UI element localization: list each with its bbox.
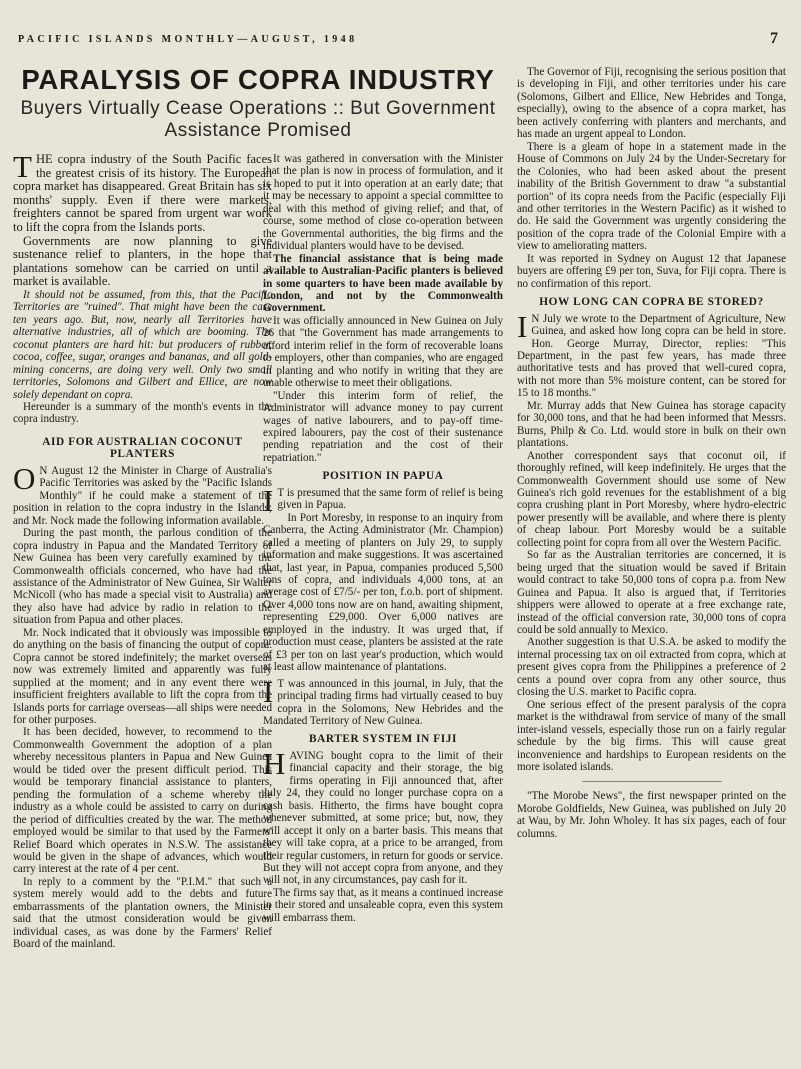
column-1 <box>13 149 272 951</box>
drop-cap: I <box>263 673 274 709</box>
intro-italic-paragraph: It should not be assumed, from this, that the Pacific Territories are "ruined". That might have been the case ten years ago. But, now, nearly all Territories have alternative industries, all of which are booming. The coconut planters are hard hit: but producers of rubber, cocoa, coffee, sugar, oranges and bananas, and all gold-mining concerns, are doing very well. Only two small territories, Solomons and Gilbert and Ellice, are now solely dependant on copra. <box>13 288 272 401</box>
divider <box>582 781 722 782</box>
intro-paragraph-2: Governments are now planning to give sustenance relief to planters, in the hope that plantations somehow can be carried on until a market is available. <box>13 233 272 289</box>
intro-summary: Hereunder is a summary of the month's events in the copra industry. <box>13 401 272 426</box>
page-number: 7 <box>770 30 778 47</box>
drop-cap: H <box>263 745 286 781</box>
section-heading-papua: POSITION IN PAPUA <box>322 470 444 483</box>
column-2 <box>263 153 503 924</box>
body-paragraph: It was reported in Sydney on August 12 that Japanese buyers are offering £9 per ton, Suva, for Fiji copra. There is no confirmation of this report. <box>517 252 786 290</box>
drop-cap: O <box>13 460 36 496</box>
column-3 <box>517 66 786 840</box>
body-paragraph: "Under this interim form of relief, the Administrator will advance money to pay current wages of native labourers, and to pay-off time-expired labourers, pay the cost of their sustenance pending repatriation and the cost of their repatriation." <box>263 389 503 464</box>
bold-paragraph: The financial assistance that is being made available to Australian-Pacific planters is believed in some quarters to have been made available by London, and not by the Commonwealth Government. <box>263 252 503 315</box>
body-paragraph: In reply to a comment by the "P.I.M." that such a system merely would add to the debts and future embarrassments of the plantation owners, the Minister said that the utmost consideration would be given individual cases, as was done by the Farmers' Relief Board of the mainland. <box>13 875 272 951</box>
body-paragraph: O N August 12 the Minister in Charge of Australia's Pacific Territories was asked by the "Pacific Islands Monthly" if he could make a statement of the position in relation to the copra industry in the Islands; and Mr. Nock made the following information available. <box>13 460 272 527</box>
drop-cap: T <box>13 149 32 184</box>
body-paragraph: There is a gleam of hope in a statement made in the House of Commons on July 24 by the Under-Secretary for the Colonies, who had been asked about the present inability of the British Government to draw "a substantial portion" of its copra needs from the Pacific (especially Fiji and other territories in the Western Pacific) as it wished to do. He said the Government was urgently considering the position of the copra trade of the Colonial Empire with a view to ameliorating matters. <box>517 140 786 253</box>
body-paragraph: It was gathered in conversation with the Minister that the plan is now in process of formulation, and it is hoped to put it into operation at an early date; that it may be necessary to appoint a special committee to deal with this method of giving relief; and that, of course, some method of close co-operation between the Governmental authorities, the big firms and the individual planters would have to be devised. <box>263 153 503 253</box>
section-heading-fiji: BARTER SYSTEM IN FIJI <box>308 733 458 746</box>
running-head: PACIFIC ISLANDS MONTHLY—AUGUST, 1948 <box>18 34 358 45</box>
intro-paragraph: THE copra industry of the South Pacific faces the greatest crisis of its history. The European copra market has disappeared. Great Britain has six months' supply. Even if there were markets, freighters cannot be spared from urgent war work to lift the copra from the Islands ports. <box>13 149 272 234</box>
body-paragraph: It was officially announced in New Guinea on July 26 that "the Government has made arrangements to afford interim relief in the form of recoverable loans to employers, other than companies, who are engaged in planting and who notify in writing that they are unable otherwise to meet their obligations. <box>263 314 503 390</box>
body-paragraph: The firms say that, as it means a continued increase in their stored and unsaleable copra, even this system will embarrass them. <box>263 886 503 924</box>
body-paragraph: Another correspondent says that coconut oil, if thoroughly refined, will keep indefinitely. He urges that the Commonwealth Government should use some of New Guinea's rich gold revenues for the establishment of a big copra crushing plant in Port Moresby, where hydro-electric power presently will be available, and where there is plenty of cheap labour. Port Moresby would be a suitable collecting point for copra from all over the Western Pacific. <box>517 449 786 549</box>
news-note: "The Morobe News", the first newspaper printed on the Morobe Goldfields, New Guinea, was published on July 20 at Wau, by Mr. John Wholey. It has six pages, each of four columns. <box>517 790 786 840</box>
body-paragraph: Mr. Nock indicated that it obviously was impossible to do anything on the basis of financing the output of copra. Copra cannot be stored indefinitely; the market overseas now was extremely limited and apparently was fully supplied at the moment; and in any event there were insufficient freighters available to lift the copra from the Islands ports for carriage overseas—all ships were needed for other purposes. <box>13 626 272 726</box>
drop-cap: I <box>517 308 528 344</box>
body-paragraph: In Port Moresby, in response to an inquiry from Canberra, the Acting Administrator (Mr. Champion) called a meeting of planters on July 29, to supply information and make suggestions. It was ascertained that, last year, in Papua, companies produced 5,500 tons of copra, and individuals 4,000 tons, at an average cost of £7/5/- per ton, f.o.b. port of shipment. Over 4,000 tons now are on hand, awaiting shipment, representing £29,000. Over 6,000 natives are employed in the industry. It was urged that, if production must cease, planters be assisted at the rate of £3 per ton on last year's production, which would at least allow maintenance of plantations. <box>263 511 503 674</box>
headline: PARALYSIS OF COPRA INDUSTRY <box>21 64 495 95</box>
body-paragraph: The Governor of Fiji, recognising the serious position that is developing in Fiji, and other territories under his care (Solomons, Gilbert and Ellice, New Hebrides and Tonga, especially), owing to the absence of a copra market, has been actively conferring with planters and merchants, and has made an urgent appeal to London. <box>517 66 786 141</box>
body-paragraph: So far as the Australian territories are concerned, it is being urged that the situation would be saved if Britain would contract to take 50,000 tons of copra p.a. from New Guinea and Papua. It also is argued that, if Territories shippers were allowed to operate at a free exchange rate, instead of the official conversion rate, 30,000 tons of copra could be sold annually to Mexico. <box>517 549 786 636</box>
body-paragraph: It has been decided, however, to recommend to the Commonwealth Government the adoption of a plan whereby necessitous planters in Papua and New Guinea would be tided over the present difficult period. This would be temporary financial assistance to planters, pending the formulation of a scheme whereby the industry as a whole could be assisted to carry on during the period of difficulties created by the war. The method employed would be similar to that used by the Farmers' Relief Board which operates in N.S.W. The assistance would be given in the shape of advances, which would carry interest at the rate of 4 per cent. <box>13 726 272 876</box>
body-paragraph: I T is presumed that the same form of relief is being given in Papua. <box>263 482 503 518</box>
body-paragraph: HAVING bought copra to the limit of their financial capacity and their storage, the big firms operating in Fiji announced that, after July 24, they could no longer purchase copra on a cash basis. Hitherto, the firms have bought copra whenever submitted, at some price; but, now, they will accept it only on a barter basis. This means that they will take copra, at a price to be arranged, from their regular customers, in return for goods or service. But they will not accept copra from anyone, and they will not, in any circumstances, pay cash for it. <box>263 745 503 887</box>
body-paragraph: I T was announced in this journal, in July, that the principal trading firms had virtually ceased to buy copra in the Solomons, New Hebrides and the Mandated Territory of New Guinea. <box>263 673 503 727</box>
body-paragraph: During the past month, the parlous condition of the copra industry in Papua and the Mandated Territory of New Guinea has been very carefully examined by the Commonwealth officials concerned, who have had the assistance of the Administrator of New Guinea, Sir Walter McNicoll (who has made a special visit to Australia) and they also have had advice by radio in relation to the situation from Papua and other places. <box>13 527 272 627</box>
section-heading-storage: HOW LONG CAN COPRA BE STORED? <box>539 296 764 309</box>
drop-cap: I <box>263 482 274 518</box>
section-heading-aid: AID FOR AUSTRALIAN COCONUT PLANTERS <box>42 435 243 461</box>
subheadline: Buyers Virtually Cease Operations :: But Government Assistance Promised <box>20 98 496 141</box>
body-paragraph: Mr. Murray adds that New Guinea has storage capacity for 30,000 tons, and that he had been informed that Messrs. Burns, Philp & Co. Ltd. would store in bulk on their own plantations. <box>517 399 786 450</box>
body-paragraph: I N July we wrote to the Department of Agriculture, New Guinea, and asked how long copra can be held in store. Hon. George Murray, Director, replies: "This Department, in the past few years, has made three authoritative tests and has proved that well-cured copra, with not more than 5% moisture content, can be stored for 15 to 18 months." <box>517 308 786 400</box>
body-paragraph: Another suggestion is that U.S.A. be asked to modify the internal processing tax on oil extracted from copra, which at present gives copra from the Philippines a preference of 2 cents a pound over copra from any other source, thus closing the U.S. market to Pacific copra. <box>517 636 786 699</box>
body-paragraph: One serious effect of the present paralysis of the copra market is the withdrawal from service of many of the small inter-island vessels, especially those run on a fairly regular schedule by the big firms. This will cause great inconvenience and hardships to European residents on the more isolated islands. <box>517 698 786 773</box>
